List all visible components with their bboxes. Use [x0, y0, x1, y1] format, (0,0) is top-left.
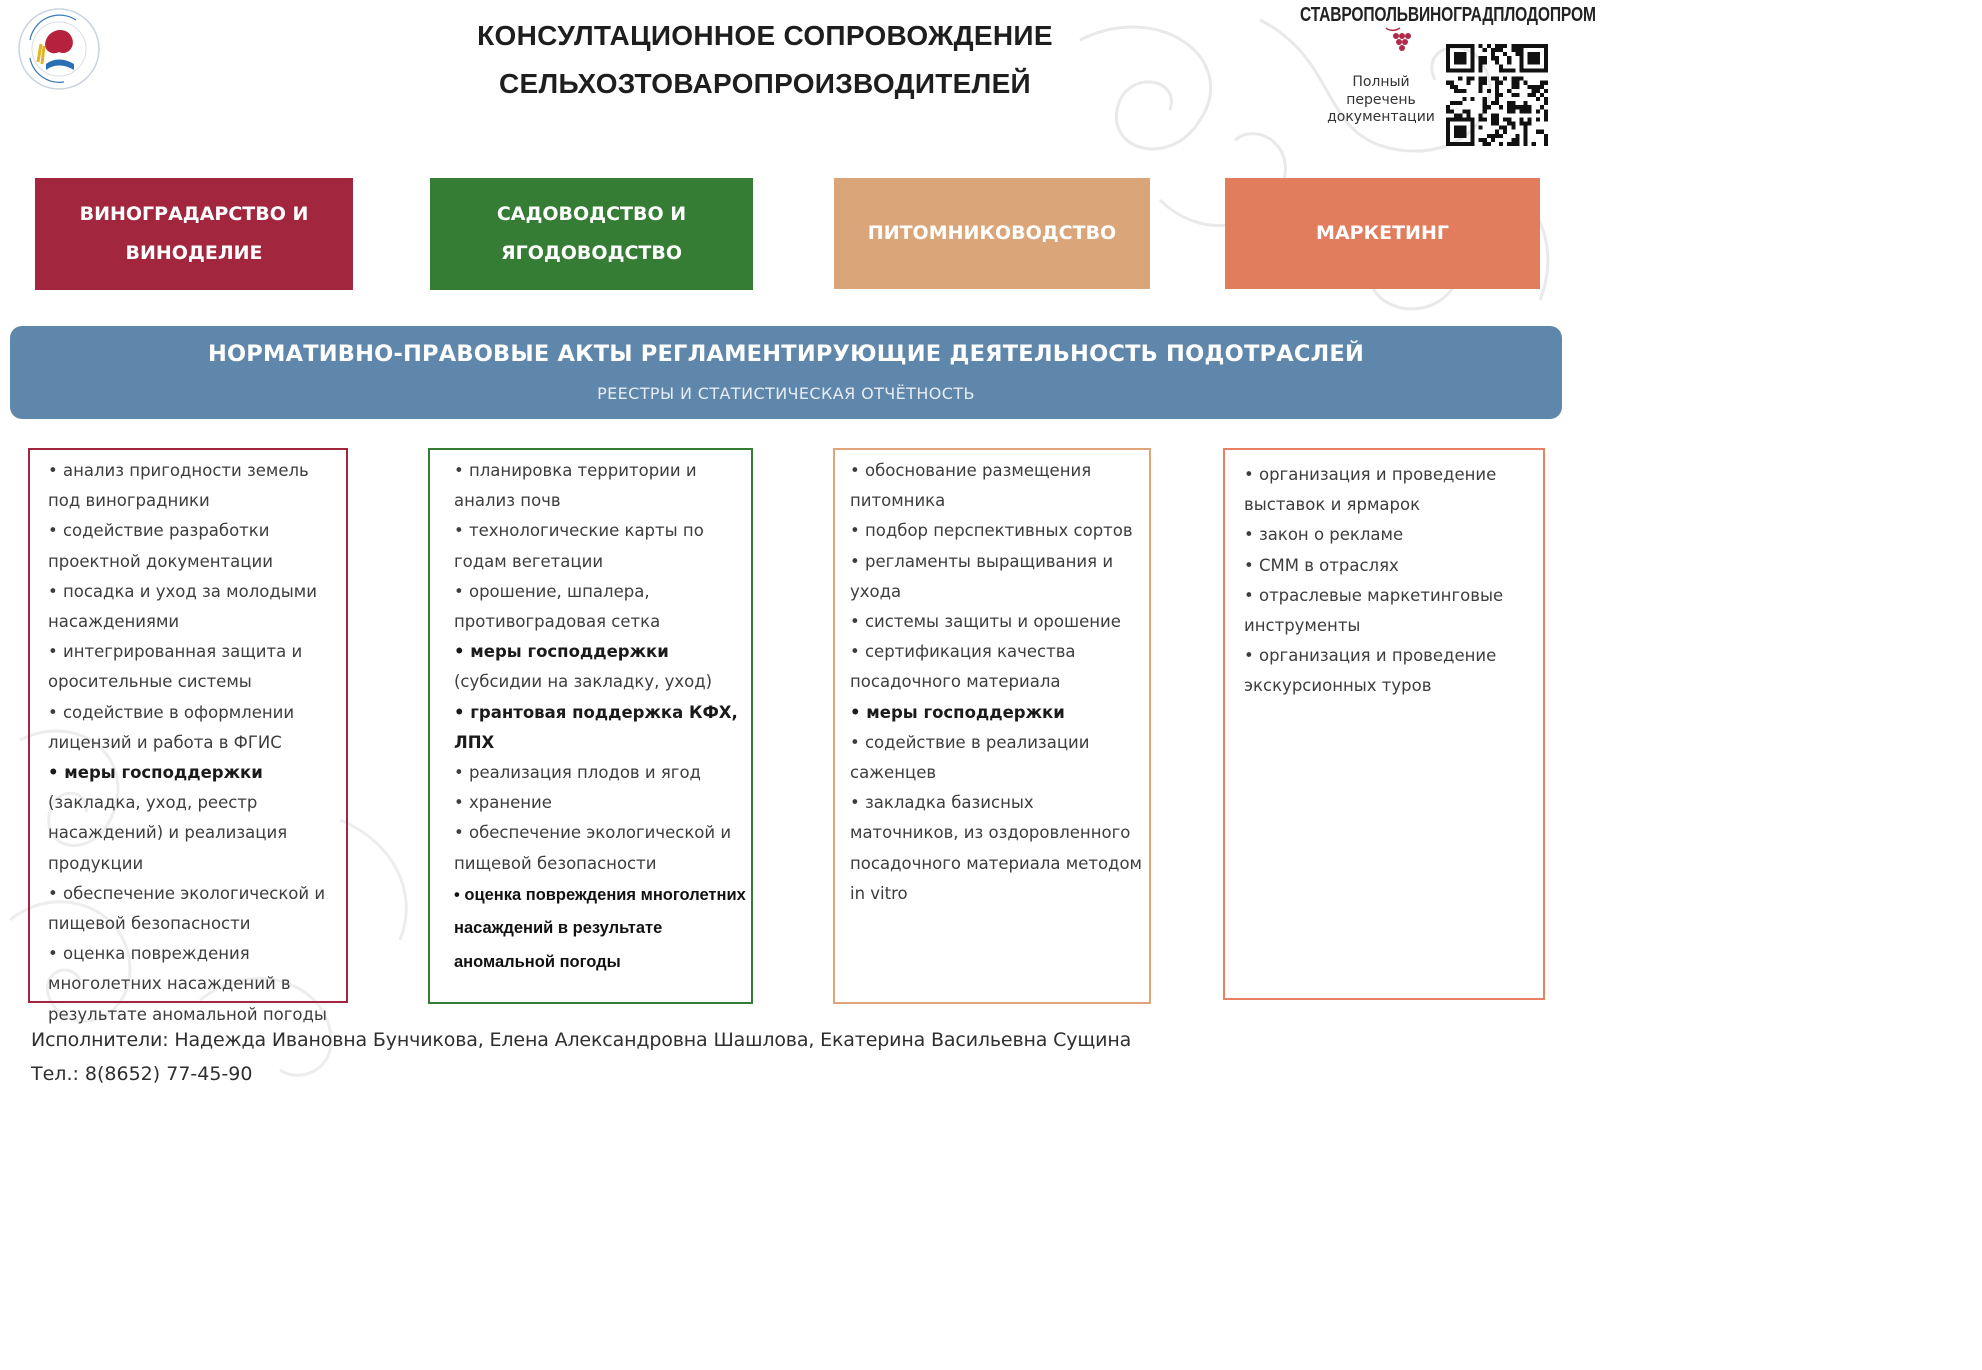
ministry-emblem-logo — [16, 6, 102, 92]
qr-caption-line-3: документации — [1327, 109, 1435, 125]
list-item: • закладка базисных маточников, из оздоровленного посадочного материала методом in vitro — [850, 793, 1142, 903]
list-item: • СММ в отраслях — [1244, 555, 1399, 575]
list-item-rest: (закладка, уход, реестр насаждений) и реализация продукции — [48, 793, 288, 873]
page-title — [360, 12, 1170, 108]
list-item: • содействие в оформлении лицензий и работа в ФГИС — [48, 702, 295, 752]
list-item: • оценка повреждения многолетних насаждений в результате аномальной погоды — [48, 944, 327, 1024]
list-item: • обеспечение экологической и пищевой безопасности — [48, 883, 326, 934]
list-item: • регламенты выращивания и ухода — [850, 551, 1114, 601]
list-item: • планировка территории и анализ почв — [454, 461, 697, 511]
list-item-bold: • грантовая поддержка КФХ, ЛПХ — [454, 702, 738, 752]
list-item-bold: • меры господдержки — [48, 763, 263, 783]
executors-line: Исполнители: Надежда Ивановна Бунчикова, Елена Александровна Шашлова, Екатерина Васильевна Сущина — [31, 1029, 1132, 1051]
brand-wordmark: СТАВРОПОЛЬВИНОГРАДПЛОДОПРОМ — [1300, 4, 1596, 26]
list-item-bold: • меры господдержки — [454, 642, 669, 662]
list-item: • интегрированная защита и оросительные системы — [48, 642, 303, 692]
list-item: • подбор перспективных сортов — [850, 521, 1133, 541]
qr-caption-line-2: перечень — [1346, 91, 1416, 108]
category-horticulture-line-2: ЯГОДОВОДСТВО — [500, 242, 683, 264]
category-nursery — [834, 178, 1150, 289]
list-item: • системы защиты и орошение — [850, 612, 1121, 632]
list-item — [850, 698, 1145, 728]
list-item: • оценка повреждения многолетних насаждений в результате аномальной погоды — [454, 885, 746, 972]
category-marketing — [1225, 178, 1540, 289]
column-viticulture — [28, 448, 348, 1024]
title-line-2: СЕЛЬХОЗТОВАРОПРОИЗВОДИТЕЛЕЙ — [499, 68, 1031, 99]
qr-code[interactable] — [1446, 44, 1548, 146]
category-viticulture — [35, 178, 353, 290]
regulatory-banner — [10, 326, 1562, 419]
list-item: • отраслевые маркетинговые инструменты — [1244, 585, 1504, 636]
list-item-rest: (субсидии на закладку, уход) — [454, 672, 713, 692]
list-item: • реализация плодов и ягод — [454, 763, 701, 783]
list-item-bold: • меры господдержки — [850, 702, 1065, 722]
category-horticulture-line-1: САДОВОДСТВО И — [496, 203, 687, 225]
category-viticulture-line-2: ВИНОДЕЛИЕ — [125, 242, 263, 264]
phone-line: Тел.: 8(8652) 77-45-90 — [31, 1063, 253, 1085]
category-viticulture-line-1: ВИНОГРАДАРСТВО И — [79, 203, 309, 225]
list-item: • анализ пригодности земель под виноградники — [48, 461, 309, 511]
list-item: • организация и проведение выставок и ярмарок — [1244, 465, 1497, 515]
title-line-1: КОНСУЛТАЦИОННОЕ СОПРОВОЖДЕНИЕ — [477, 20, 1053, 51]
qr-caption-line-1: Полный — [1352, 74, 1410, 90]
list-item: • обеспечение экологической и пищевой безопасности — [454, 823, 732, 873]
list-item: • посадка и уход за молодыми насаждениями — [48, 581, 317, 632]
list-item: • закон о рекламе — [1244, 525, 1404, 545]
banner-title: НОРМАТИВНО-ПРАВОВЫЕ АКТЫ РЕГЛАМЕНТИРУЮЩИЕ ДЕЯТЕЛЬНОСТЬ ПОДОТРАСЛЕЙ — [207, 341, 1365, 367]
category-horticulture — [430, 178, 753, 290]
list-item: • содействие в реализации саженцев — [850, 732, 1090, 783]
grape-icon — [1382, 26, 1418, 58]
list-item: • орошение, шпалера, противоградовая сетка — [454, 581, 661, 632]
list-item: • сертификация качества посадочного материала — [850, 642, 1076, 692]
list-item: • содействие разработки проектной документации — [48, 521, 273, 571]
qr-caption — [1318, 74, 1444, 127]
list-item: • организация и проведение экскурсионных туров — [1244, 646, 1497, 696]
category-nursery-line-1: ПИТОМНИКОВОДСТВО — [867, 222, 1117, 244]
column-nursery — [833, 448, 1151, 1004]
list-item: • обоснование размещения питомника — [850, 461, 1092, 511]
list-item — [454, 698, 749, 758]
column-horticulture — [428, 448, 753, 1004]
list-item — [454, 637, 749, 697]
banner-subtitle: РЕЕСТРЫ И СТАТИСТИЧЕСКАЯ ОТЧЁТНОСТЬ — [597, 384, 975, 403]
list-item: • технологические карты по годам вегетации — [454, 521, 704, 571]
category-marketing-line-1: МАРКЕТИНГ — [1316, 222, 1449, 244]
list-item — [48, 758, 344, 879]
list-item: • хранение — [454, 793, 552, 813]
column-marketing — [1223, 448, 1545, 1000]
